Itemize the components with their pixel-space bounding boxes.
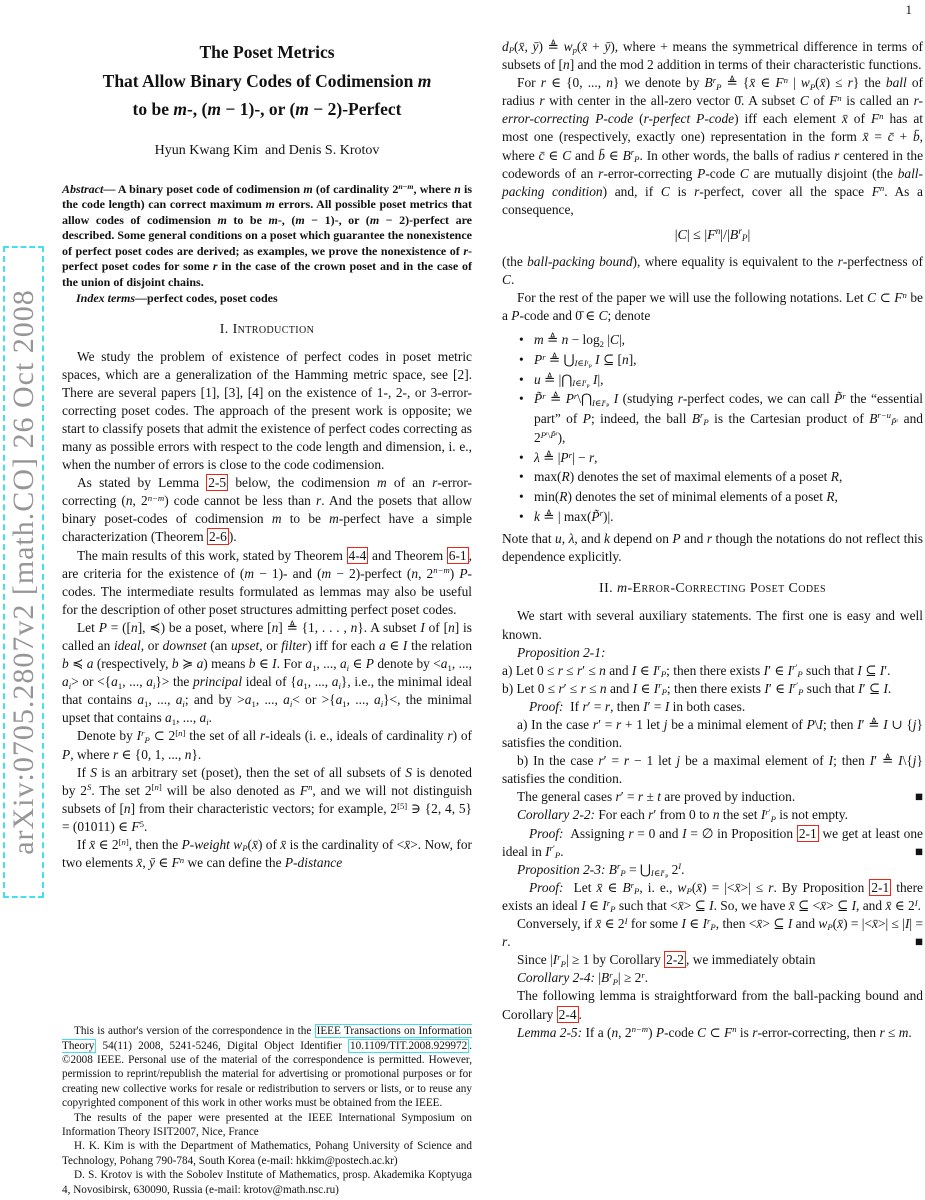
doi-link[interactable]: 10.1109/TIT.2008.929972 — [350, 1039, 468, 1052]
corollary-2-2: Corollary 2-2: For each r′ from 0 to n the set $I^{r'}_P$ is not empty. — [517, 807, 848, 824]
bullet-icon: • — [519, 449, 524, 465]
notation-item-u: • u ≜ $|⋂_{I\in I^r_P}$ I|, — [519, 371, 604, 390]
bullet-icon: • — [519, 332, 524, 348]
title-line-3: to be m-, (m − 1)-, or (m − 2)-Perfect — [132, 99, 402, 119]
bullet-icon: • — [519, 469, 524, 485]
para-lemma-intro: The following lemma is straightforward from the ball-packing bound and Corollary 2-4 . — [502, 988, 923, 1022]
section-heading-introduction: I. Introduction — [219, 321, 315, 337]
footnote-copyright: This is author's version of the correspondence in the IEEE Transactions on Information Theory 54(11) 2008, 5241-5246, Digital Object Identifier 10.1109/TIT.2008.929972 . ©2008 IEEE. Personal use of the material of the correspondence is permitted. However, permission to reprint/republish the material for advertising or promotional purposes or for creating new collective works for resale or redistribution to servers or lists, or to reuse any copyrighted component of this work in other works must be obtained from the IEEE. — [62, 1025, 472, 1110]
notation-item-min: • min(R) denotes the set of minimal elements of a poset R, — [502, 487, 923, 507]
proposition-2-1-b: b) Let 0 ≤ r′ ≤ r ≤ n and I ∈ $I^r_P$; then there exists I′ ∈ $I^{r'}_P$ such that I′ ⊆ I. — [502, 680, 892, 698]
para-notations-intro: For the rest of the paper we will use the following notations. Let C ⊂ $F^n$ be a P-code and 0̄ ∈ C; denote — [502, 289, 923, 324]
page-number: 1 — [905, 2, 912, 17]
abstract: Abstract— A binary poset code of codimension m (of cardinality $2^{n-m}$, where n is the code length) can correct maximum m errors. All possible poset metrics that allow codes of codimension m to be m-, (m − 1)-, or (m − 2)-perfect are described. Some general conditions on a poset which guarantee the nonexistence of perfect poset codes are derived; as examples, we prove the nonexistence of r-perfect poset codes for some r in the case of the crown poset and in the case of the union of disjoint chains. — [62, 181, 473, 289]
bullet-icon: • — [519, 508, 524, 524]
intro-paragraph-4: Let P = ([n], ≼) be a poset, where [n] ≜ {1, . . . , n}. A subset I of [n] is called an ideal, or downset (an upset, or filter) iff for each a ∈ I the relation b ≼ a (respectively, b ≽ a) means b ∈ I. For $a_1$, ..., $a_i$ ∈ P denote by $<a_1$, ..., $a_i>$ or $<\{a_1$, ..., $a_i\}>$ the principal ideal of {$a_1$, ..., $a_i$}, i.e., the minimal ideal that contains $a_1$, ..., $a_i$; and by $>a_1$, ..., $a_i<$ or $>\{a_1$, ..., $a_i\}<$, the minimal upset that contains $a_1$, ..., $a_i$. — [62, 619, 473, 727]
notation-item-lambda: • λ ≜ $|P^r| - r$, — [502, 448, 923, 468]
ref-link-cor-2-4[interactable]: 2-4 — [558, 1006, 577, 1022]
arxiv-stamp-text[interactable]: arXiv:0705.2807v2 [math.CO] 26 Oct 2008 — [6, 289, 40, 855]
para-ball-packing-bound: (the ball-packing bound), where equality is equivalent to the r-perfectness of C. — [502, 253, 923, 288]
authors: Hyun Kwang Kim and Denis S. Krotov — [154, 142, 380, 158]
qed-square: ■ — [914, 843, 923, 859]
intro-paragraph-2: As stated by Lemma 2-5 below, the codimension m of an r-error-correcting (n, $2^{n-m}$) code cannot be less than r. And the posets that allow binary poset-codes of codimension m to be m-perfect have a simple characterization (Theorem 2-6 ). — [62, 475, 473, 545]
bullet-icon: • — [519, 371, 524, 387]
corollary-2-4: Corollary 2-4: $|B^r_P| \ge 2^r$. — [517, 969, 649, 987]
index-terms: Index terms—perfect codes, poset codes — [76, 291, 278, 305]
paper-title — [62, 38, 472, 124]
title-line-1: The Poset Metrics — [199, 42, 335, 62]
intro-paragraph-5: Denote by $I^r_P$ ⊂ 2[n] the set of all r-ideals (i. e., ideals of cardinality r) of P, where r ∈ {0, 1, ..., n}. — [62, 728, 472, 762]
journal-link[interactable]: IEEE Transactions on Information Theory — [62, 1025, 472, 1052]
proposition-2-1-label: Proposition 2-1: — [517, 644, 606, 660]
ref-link-lemma-2-5[interactable]: 2-5 — [208, 475, 227, 491]
intro-paragraph-3: The main results of this work, stated by Theorem 4-4 and Theorem 6-1 , are criteria for the existence of (m − 1)- and (m − 2)-perfect (n, $2^{n-m}$) P-codes. The intermediate results formulated as lemmas may also be useful for the description of other poset structures admitting perfect poset codes. — [62, 547, 473, 617]
bullet-icon: • — [519, 489, 524, 505]
para-notation-note: Note that u, λ, and k depend on P and r though the notations do not reflect this dependence explicitly. — [502, 531, 923, 565]
ref-link-prop-2-1[interactable]: 2-1 — [871, 879, 890, 895]
bullet-icon: • — [519, 351, 524, 367]
arxiv-stamp — [3, 246, 44, 898]
footnote-author-kim: H. K. Kim is with the Department of Mathematics, Pohang University of Science and Technology, Pohang 790-784, South Korea (e-mail: hkkim@postech.ac.kr) — [62, 1140, 472, 1167]
notation-item-pr: • $P^r$ ≜ $⋃_{I\in I^r_P}$ I ⊆ [n], — [519, 351, 637, 370]
proof-2-3: Proof: Let x̄ ∈ $B^r_P$, i. e., $w_P(x̄)$ = |<x̄>| ≤ r. By Proposition 2-1 there exists an ideal I ∈ $I^r_P$ such that <x̄> ⊆ I. So, we have x̄ ⊆ <x̄> ⊆ I, and x̄ ∈ $2^I$. — [502, 879, 923, 915]
proof-2-1-start: Proof: If r′ = r, then I′ = I in both cases. — [529, 698, 746, 714]
ref-link-theorem-6-1[interactable]: 6-1 — [448, 547, 467, 563]
bullet-icon: • — [519, 391, 524, 407]
title-line-2: That Allow Binary Codes of Codimension m — [102, 70, 432, 91]
proof-2-1-case-b: b) In the case r′ = r − 1 let j be a maximal element of I; then I′ ≜ I\{j} satisfies the condition. — [502, 753, 923, 787]
footnote-author-krotov: D. S. Krotov is with the Sobolev Institute of Mathematics, prosp. Akademika Koptyuga 4, Novosibirsk, 630090, Russia (e-mail: krotov@math.nsc.ru) — [62, 1169, 472, 1196]
notation-item-max: • max(R) denotes the set of maximal elements of a poset R, — [502, 467, 923, 487]
proof-2-1-case-a: a) In the case r′ = r + 1 let j be a minimal element of P\I; then I′ ≜ I ∪ {j} satisfies the condition. — [502, 717, 923, 751]
intro-paragraph-7: If x̄ ∈ 2[n], then the P-weight $w_P(x̄)$ of x̄ is the cardinality of <x̄>. Now, for two elements x̄, ȳ ∈ $F^n$ we can define the P-distance — [62, 836, 472, 871]
intro-paragraph-1: We study the problem of existence of perfect codes in poset metric spaces, which are a generalization of the Hamming metric space, see [2]. There are several papers [1], [3], [4] on the existence of 1-, 2-, or 3-error-correcting poset codes. The approach of the present work is opposite; we start to classify posets that admit the existence of perfect codes correcting as many as possible errors with respect to the code length and dimension, i. e., when the number of errors is close to the code codimension. — [62, 348, 472, 473]
lemma-2-5: Lemma 2-5: If a (n, $2^{n-m}$) P-code C ⊂ $F^n$ is r-error-correcting, then r ≤ m. — [517, 1024, 912, 1040]
notation-item-m: • m ≜ $n - \log_2 |C|$, — [519, 332, 626, 349]
ref-link-prop-2-1[interactable]: 2-1 — [798, 825, 817, 841]
ball-packing-bound-equation: $|C| \le |F^n|/|B^r_P|$ — [674, 226, 751, 244]
para-p-distance-def: $d_P(x̄$, ȳ) ≜ $w_p(x̄$ + ȳ), where + means the symmetrical difference in terms of subsets of [n] and the mod 2 addition in terms of their characteristic functions. — [502, 39, 924, 73]
qed-square: ■ — [914, 934, 923, 950]
proof-2-2: Proof: Assigning r = 0 and I = ∅ in Proposition 2-1 we get at least one ideal in $I^{r'}_P$. ■ — [502, 825, 923, 861]
right-column — [502, 38, 923, 1042]
notation-item-k: • k ≜ | max(P̃$^r$)|. — [502, 507, 923, 527]
footnotes-block — [62, 1024, 472, 1197]
para-section2-intro: We start with several auxiliary statements. The first one is easy and well known. — [502, 608, 923, 642]
proposition-2-3: Proposition 2-3: $B^r_P$ = $⋃_{I\in I^r_P}$ $2^I$. — [517, 861, 685, 880]
proposition-2-1-a: a) Let 0 ≤ r ≤ r′ ≤ n and I ∈ $I^r_P$; then there exists I′ ∈ $I^{r'}_P$ such that I ⊆ I′. — [502, 662, 891, 680]
intro-paragraph-6: If S is an arbitrary set (poset), then the set of all subsets of S is denoted by $2^S$. The set 2[n] will be also denoted as $F^n$, and we will not distinguish subsets of [n] from their characteristic vectors; for example, 2[5] ∋ {2, 4, 5} = (01011) ∈ $F^5$. — [62, 764, 473, 834]
ref-link-cor-2-2[interactable]: 2-2 — [666, 952, 685, 968]
proof-2-3-conversely: Conversely, if x̄ ∈ $2^I$ for some I ∈ $I^r_P$, then <x̄> ⊆ I and $w_P(x̄)$ = |<x̄>| ≤ |I| = r. ■ — [502, 915, 923, 951]
ref-link-theorem-2-6[interactable]: 2-6 — [208, 529, 227, 545]
proof-2-1-end: The general cases r′ = r ± t are proved by induction. ■ — [502, 788, 923, 806]
ref-link-theorem-4-4[interactable]: 4-4 — [348, 547, 367, 563]
para-ball-def: For r ∈ {0, ..., n} we denote by $B^r_P$ ≜ {x̄ ∈ $F^n$ | $w_P(x̄) \le r$} the ball of radius r with center in the all-zero vector 0̄. A subset C of $F^n$ is called an r-error-correcting P-code (r-perfect P-code) iff each element x̄ of $F^n$ has at most one (respectively, exactly one) representation in the form x̄ = c̄ + b̄, where c̄ ∈ C and b̄ ∈ $B^r_P$. In other words, the balls of radius r centered in the codewords of an r-error-correcting P-code C are mutually disjoint (the ball-packing condition) and, if C is r-perfect, cover all the space $F^n$. As a consequence, — [502, 74, 924, 217]
section-heading-error-correcting: II. m-Error-Correcting Poset Codes — [599, 581, 826, 597]
qed-square: ■ — [914, 789, 923, 805]
para-since-corollary: Since $|I^r_P| \ge 1$ by Corollary 2-2 , we immediately obtain — [517, 951, 816, 969]
left-column — [62, 38, 472, 1198]
footnote-presented: The results of the paper were presented at the IEEE International Symposium on Information Theory ISIT2007, Nice, France — [62, 1111, 472, 1138]
notation-item-p-tilde: • P̃$^r$ ≜ $P^r\backslash⋂_{I\in I^r_P}$ I (studying r-perfect codes, we can call P̃$^r$ the “essential part” of P; indeed, the ball $B^r_P$ is the Cartesian product of $B^{r-u}_{P̃^r}$ and $2^{P^r\backslash P̃^r}$), — [502, 389, 923, 448]
notation-list — [502, 330, 923, 526]
